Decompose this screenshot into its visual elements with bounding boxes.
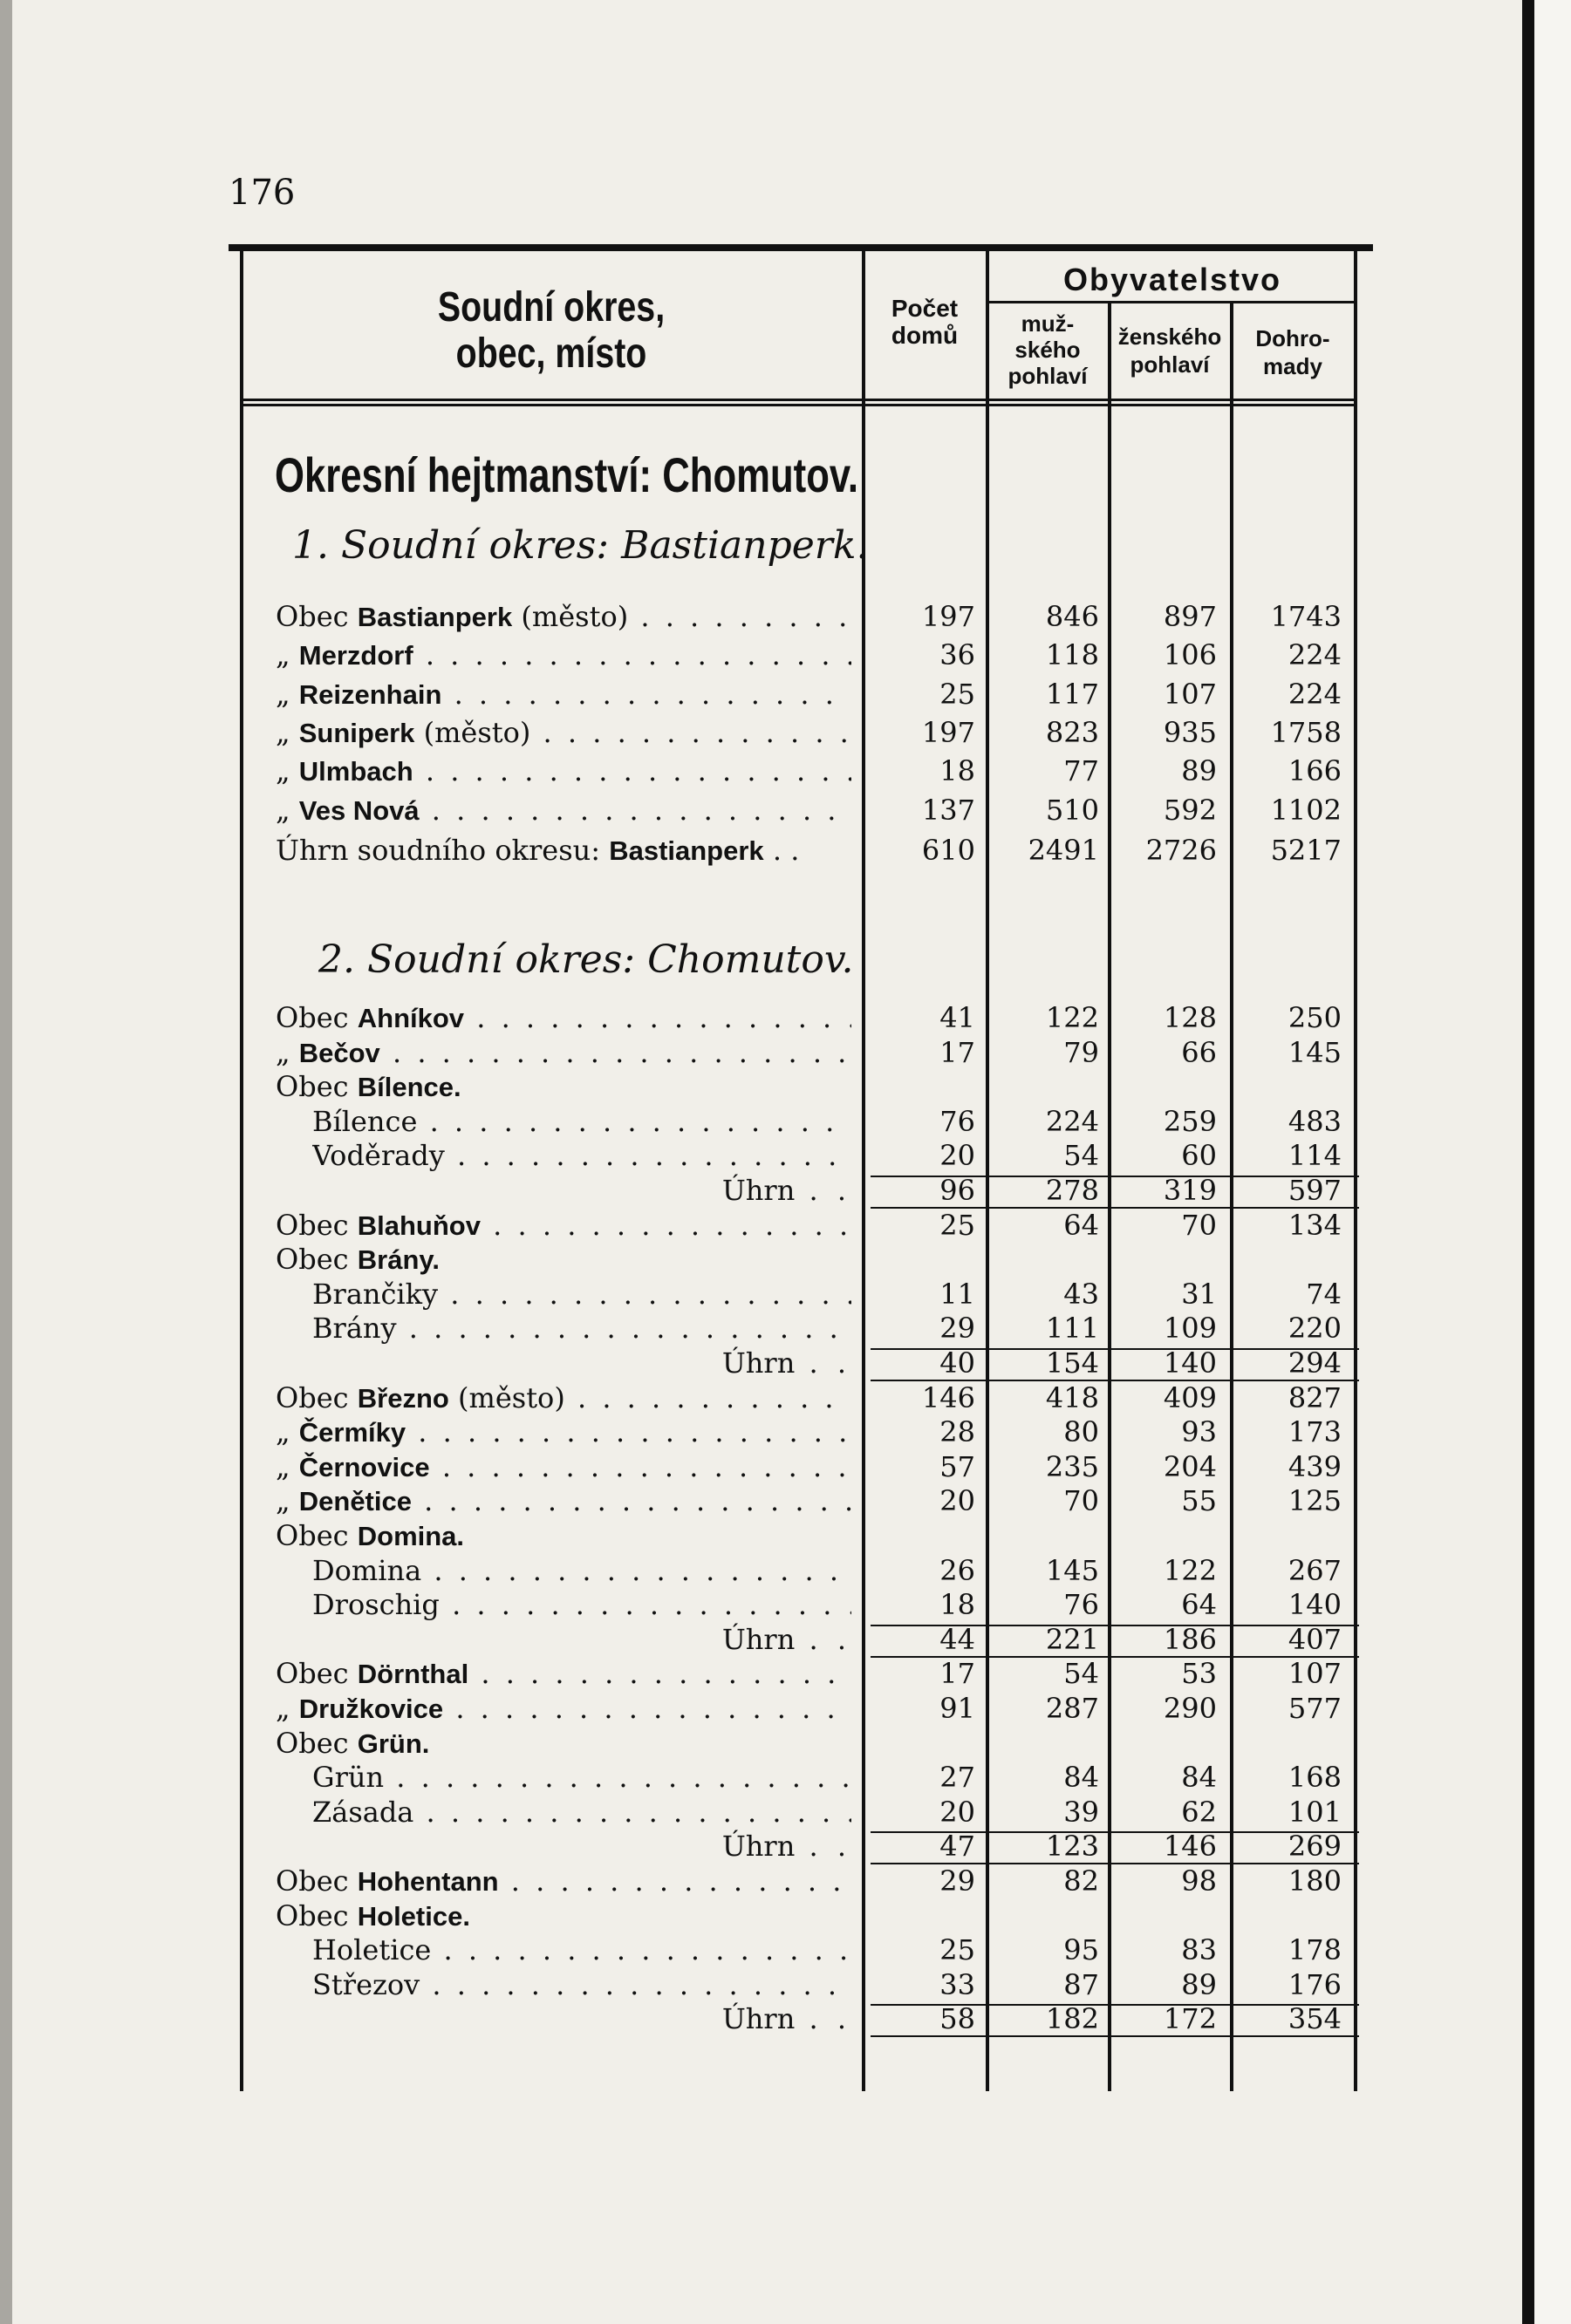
place-name: Merzdorf bbox=[298, 640, 413, 671]
header-total: Dohro- mady bbox=[1255, 325, 1330, 379]
cell-female: 128 bbox=[1163, 1001, 1217, 1034]
cell-houses: 26 bbox=[939, 1553, 975, 1587]
row-label: Droschig . . . bbox=[312, 1588, 851, 1621]
cell-houses: 36 bbox=[939, 638, 975, 672]
cell-male: 43 bbox=[1063, 1277, 1099, 1311]
row-label: „ Čermíky . . . bbox=[276, 1415, 851, 1449]
cell-male: 64 bbox=[1063, 1208, 1099, 1242]
table-top-rule bbox=[229, 244, 1373, 251]
cell-female: 2726 bbox=[1145, 834, 1217, 867]
cell-total: 176 bbox=[1288, 1967, 1342, 2001]
cell-total: 166 bbox=[1288, 754, 1342, 788]
cell-total: 224 bbox=[1288, 638, 1342, 672]
cell-male: 54 bbox=[1063, 1657, 1099, 1691]
table-row bbox=[0, 1070, 1571, 1103]
table-row bbox=[0, 794, 1571, 827]
cell-male: 117 bbox=[1045, 677, 1099, 711]
cell-male: 154 bbox=[1045, 1346, 1099, 1380]
cell-houses: 17 bbox=[939, 1035, 975, 1069]
row-label: „ Černovice . . . bbox=[276, 1450, 851, 1484]
table-row bbox=[0, 1346, 1571, 1380]
cell-female: 319 bbox=[1163, 1174, 1217, 1207]
table-row bbox=[0, 1001, 1571, 1034]
row-label: Obec Brány. bbox=[276, 1243, 440, 1277]
row-label: Obec Grün. bbox=[276, 1726, 430, 1760]
cell-total: 134 bbox=[1288, 1208, 1342, 1242]
row-label: Obec Bastianperk (město) . . . bbox=[276, 600, 851, 634]
cell-houses: 44 bbox=[939, 1622, 975, 1656]
cell-total: 114 bbox=[1288, 1139, 1342, 1173]
cell-female: 84 bbox=[1181, 1761, 1217, 1795]
cell-male: 418 bbox=[1045, 1380, 1099, 1414]
cell-female: 409 bbox=[1163, 1380, 1217, 1414]
row-label: „ Denětice . . . bbox=[276, 1484, 851, 1518]
cell-female: 98 bbox=[1181, 1864, 1217, 1898]
cell-male: 80 bbox=[1063, 1415, 1099, 1449]
cell-houses: 76 bbox=[939, 1104, 975, 1138]
cell-houses: 20 bbox=[939, 1139, 975, 1173]
row-label: Obec Hohentann . . . bbox=[276, 1864, 851, 1898]
place-name: Ahníkov bbox=[357, 1003, 465, 1033]
cell-total: 1102 bbox=[1270, 793, 1342, 827]
table-row bbox=[0, 1312, 1571, 1345]
cell-houses: 137 bbox=[921, 793, 975, 827]
cell-total: 224 bbox=[1288, 677, 1342, 711]
district-title: Okresní hejtmanství: Chomutov. bbox=[275, 447, 859, 502]
cell-houses: 58 bbox=[939, 2002, 975, 2036]
cell-total: 407 bbox=[1288, 1622, 1342, 1656]
cell-houses: 41 bbox=[939, 1001, 975, 1034]
row-label: Grün . . . bbox=[312, 1761, 851, 1794]
cell-houses: 29 bbox=[939, 1864, 975, 1898]
row-label: Domina . . . bbox=[312, 1554, 851, 1587]
cell-male: 76 bbox=[1063, 1588, 1099, 1622]
cell-houses: 146 bbox=[921, 1380, 975, 1414]
cell-female: 592 bbox=[1163, 793, 1217, 827]
cell-male: 82 bbox=[1063, 1864, 1099, 1898]
cell-female: 290 bbox=[1163, 1692, 1217, 1725]
cell-male: 70 bbox=[1063, 1484, 1099, 1518]
cell-total: 74 bbox=[1306, 1277, 1342, 1311]
section-title-chomutov: 2. Soudní okres: Chomutov. bbox=[318, 937, 854, 982]
row-label: Brančiky . . . bbox=[312, 1278, 851, 1311]
cell-houses: 47 bbox=[939, 1830, 975, 1864]
cell-total: 173 bbox=[1288, 1415, 1342, 1449]
cell-female: 204 bbox=[1163, 1449, 1217, 1483]
cell-houses: 33 bbox=[939, 1967, 975, 2001]
row-label: Holetice . . . bbox=[312, 1933, 851, 1966]
row-label: Úhrn . . bbox=[721, 1174, 851, 1207]
table-row bbox=[0, 1727, 1571, 1760]
row-label: „ Merzdorf . . . bbox=[276, 638, 851, 672]
cell-male: 235 bbox=[1045, 1449, 1099, 1483]
place-name: Březno bbox=[357, 1382, 449, 1414]
table-row bbox=[0, 1484, 1571, 1517]
table-row bbox=[0, 716, 1571, 749]
cell-female: 66 bbox=[1181, 1035, 1217, 1069]
place-name: Bílence. bbox=[357, 1072, 461, 1103]
header-female: ženského pohlaví bbox=[1117, 324, 1222, 378]
row-label: Zásada . . . bbox=[312, 1796, 851, 1829]
cell-male: 287 bbox=[1045, 1692, 1099, 1725]
section-title-bastianperk: 1. Soudní okres: Bastianperk. bbox=[292, 523, 869, 568]
cell-total: 220 bbox=[1288, 1312, 1342, 1346]
table-row bbox=[0, 754, 1571, 787]
cell-female: 64 bbox=[1181, 1588, 1217, 1622]
cell-total: 125 bbox=[1288, 1484, 1342, 1518]
table-row bbox=[0, 1381, 1571, 1414]
row-label: Bílence . . . bbox=[312, 1105, 851, 1138]
cell-houses: 96 bbox=[939, 1174, 975, 1207]
cell-female: 122 bbox=[1163, 1553, 1217, 1587]
cell-female: 186 bbox=[1163, 1622, 1217, 1656]
header-bottom-rule bbox=[242, 399, 1356, 401]
cell-female: 93 bbox=[1181, 1415, 1217, 1449]
table-row bbox=[0, 1174, 1571, 1207]
table-row bbox=[0, 1761, 1571, 1794]
cell-female: 107 bbox=[1163, 677, 1217, 711]
cell-female: 172 bbox=[1163, 2002, 1217, 2036]
place-name: Čermíky bbox=[298, 1417, 406, 1448]
table-row bbox=[0, 1588, 1571, 1621]
table-row bbox=[0, 1450, 1571, 1483]
table-row bbox=[0, 1864, 1571, 1898]
cell-total: 267 bbox=[1288, 1553, 1342, 1587]
row-label: Úhrn soudního okresu: Bastianperk . . bbox=[276, 834, 800, 867]
table-row bbox=[0, 1796, 1571, 1829]
row-label: Střezov . . . bbox=[312, 1968, 851, 2001]
table-row bbox=[0, 2002, 1571, 2035]
cell-total: 101 bbox=[1288, 1795, 1342, 1829]
cell-female: 140 bbox=[1163, 1346, 1217, 1380]
cell-male: 118 bbox=[1045, 638, 1099, 672]
cell-total: 145 bbox=[1288, 1035, 1342, 1069]
leader-dots: . . bbox=[795, 1346, 851, 1380]
row-label: „ Reizenhain . . . bbox=[276, 678, 851, 712]
cell-total: 180 bbox=[1288, 1864, 1342, 1898]
cell-male: 278 bbox=[1045, 1174, 1099, 1207]
cell-houses: 17 bbox=[939, 1657, 975, 1691]
cell-total: 354 bbox=[1288, 2002, 1342, 2036]
leader-dots: . . bbox=[795, 1174, 851, 1207]
cell-total: 439 bbox=[1288, 1449, 1342, 1483]
row-label: „ Ves Nová . . . bbox=[276, 794, 851, 828]
subtotal-rule bbox=[871, 2035, 1359, 2037]
row-label: Úhrn . . bbox=[721, 2002, 851, 2036]
summary-row bbox=[0, 834, 1571, 867]
cell-male: 145 bbox=[1045, 1553, 1099, 1587]
table-row bbox=[0, 1278, 1571, 1311]
header-houses: Počet domů bbox=[891, 295, 959, 349]
cell-total: 107 bbox=[1288, 1657, 1342, 1691]
place-name: Brány. bbox=[357, 1244, 440, 1276]
place-name: Dörnthal bbox=[357, 1659, 469, 1690]
cell-male: 221 bbox=[1045, 1622, 1099, 1656]
table-row bbox=[0, 1139, 1571, 1172]
cell-female: 146 bbox=[1163, 1830, 1217, 1864]
cell-total: 1758 bbox=[1270, 715, 1342, 749]
place-name: Denětice bbox=[298, 1486, 412, 1517]
cell-total: 483 bbox=[1288, 1104, 1342, 1138]
cell-male: 182 bbox=[1045, 2002, 1099, 2036]
cell-total: 5217 bbox=[1270, 834, 1342, 867]
cell-female: 60 bbox=[1181, 1139, 1217, 1173]
header-male: muž- ského pohlaví bbox=[1007, 310, 1088, 389]
table-row bbox=[0, 638, 1571, 671]
table-row bbox=[0, 1899, 1571, 1932]
cell-female: 109 bbox=[1163, 1312, 1217, 1346]
table-row bbox=[0, 1554, 1571, 1587]
place-name: Ves Nová bbox=[298, 794, 420, 826]
cell-houses: 18 bbox=[939, 754, 975, 788]
cell-male: 84 bbox=[1063, 1761, 1099, 1795]
cell-female: 259 bbox=[1163, 1104, 1217, 1138]
row-label: Obec Březno (město) . . . bbox=[276, 1381, 851, 1415]
page-number: 176 bbox=[229, 173, 296, 213]
place-name: Suniperk bbox=[298, 717, 415, 748]
leader-dots: . . bbox=[763, 834, 800, 867]
cell-male: 510 bbox=[1045, 793, 1099, 827]
cell-male: 87 bbox=[1063, 1967, 1099, 2001]
cell-total: 168 bbox=[1288, 1761, 1342, 1795]
cell-female: 83 bbox=[1181, 1933, 1217, 1967]
row-label: Obec Ahníkov . . . bbox=[276, 1001, 851, 1035]
row-label: „ Suniperk (město) . . . bbox=[276, 716, 851, 750]
cell-female: 89 bbox=[1181, 754, 1217, 788]
table-row bbox=[0, 1968, 1571, 2001]
cell-male: 846 bbox=[1045, 600, 1099, 633]
cell-total: 140 bbox=[1288, 1588, 1342, 1622]
cell-houses: 610 bbox=[921, 834, 975, 867]
table-row bbox=[0, 678, 1571, 711]
leader-dots: . . bbox=[795, 1622, 851, 1656]
cell-female: 106 bbox=[1163, 638, 1217, 672]
cell-houses: 40 bbox=[939, 1346, 975, 1380]
cell-houses: 27 bbox=[939, 1761, 975, 1795]
cell-male: 95 bbox=[1063, 1933, 1099, 1967]
place-name: Ulmbach bbox=[298, 756, 413, 787]
cell-female: 935 bbox=[1163, 715, 1217, 749]
place-name: Černovice bbox=[298, 1451, 430, 1482]
summary-district-name: Bastianperk bbox=[609, 835, 764, 866]
row-label: Obec Blahuňov . . . bbox=[276, 1209, 851, 1243]
row-label: „ Bečov . . . bbox=[276, 1036, 851, 1070]
place-name: Bastianperk bbox=[357, 602, 513, 632]
cell-total: 577 bbox=[1288, 1692, 1342, 1725]
row-label: Úhrn . . bbox=[721, 1622, 851, 1656]
cell-male: 2491 bbox=[1028, 834, 1099, 867]
cell-male: 111 bbox=[1045, 1312, 1099, 1346]
cell-total: 294 bbox=[1288, 1346, 1342, 1380]
cell-houses: 11 bbox=[939, 1277, 975, 1311]
cell-male: 122 bbox=[1045, 1001, 1099, 1034]
table-row bbox=[0, 1623, 1571, 1656]
cell-male: 54 bbox=[1063, 1139, 1099, 1173]
table-row bbox=[0, 1830, 1571, 1863]
cell-houses: 57 bbox=[939, 1449, 975, 1483]
place-name: Bečov bbox=[298, 1037, 380, 1068]
header-name-line1: Soudní okres, bbox=[437, 284, 666, 331]
row-label: Úhrn . . bbox=[721, 1830, 851, 1864]
cell-houses: 197 bbox=[921, 715, 975, 749]
cell-male: 224 bbox=[1045, 1104, 1099, 1138]
cell-female: 70 bbox=[1181, 1208, 1217, 1242]
table-row bbox=[0, 1036, 1571, 1069]
cell-male: 77 bbox=[1063, 754, 1099, 788]
row-label: Brány . . . bbox=[312, 1312, 851, 1345]
table-row bbox=[0, 1415, 1571, 1448]
table-row bbox=[0, 1105, 1571, 1138]
cell-female: 89 bbox=[1181, 1967, 1217, 2001]
leader-dots: . . bbox=[795, 1830, 851, 1864]
table-row bbox=[0, 1243, 1571, 1276]
table-row bbox=[0, 1933, 1571, 1966]
cell-male: 39 bbox=[1063, 1795, 1099, 1829]
cell-houses: 20 bbox=[939, 1795, 975, 1829]
table-row bbox=[0, 1657, 1571, 1690]
cell-houses: 25 bbox=[939, 1208, 975, 1242]
cell-total: 250 bbox=[1288, 1001, 1342, 1034]
table-row bbox=[0, 1209, 1571, 1242]
cell-houses: 20 bbox=[939, 1484, 975, 1518]
cell-female: 897 bbox=[1163, 600, 1217, 633]
cell-total: 1743 bbox=[1270, 600, 1342, 633]
row-label: Obec Domina. bbox=[276, 1519, 465, 1552]
cell-male: 123 bbox=[1045, 1830, 1099, 1864]
row-label: „ Družkovice . . . bbox=[276, 1692, 851, 1726]
cell-houses: 18 bbox=[939, 1588, 975, 1622]
cell-houses: 197 bbox=[921, 600, 975, 633]
cell-female: 53 bbox=[1181, 1657, 1217, 1691]
cell-houses: 25 bbox=[939, 1933, 975, 1967]
row-label: Obec Dörnthal . . . bbox=[276, 1657, 851, 1691]
cell-female: 31 bbox=[1181, 1277, 1217, 1311]
cell-male: 79 bbox=[1063, 1035, 1099, 1069]
place-name: Grün. bbox=[357, 1728, 430, 1759]
place-name: Hohentann bbox=[357, 1866, 499, 1897]
row-label: Obec Bílence. bbox=[276, 1070, 461, 1104]
place-name: Domina. bbox=[357, 1521, 465, 1551]
place-name: Holetice. bbox=[357, 1900, 470, 1932]
cell-houses: 28 bbox=[939, 1415, 975, 1449]
population-header-rule bbox=[987, 301, 1356, 303]
cell-houses: 91 bbox=[939, 1692, 975, 1725]
cell-female: 55 bbox=[1181, 1484, 1217, 1518]
header-population: Obyvatelstvo bbox=[1062, 262, 1282, 297]
header-name-line2: obec, místo bbox=[455, 331, 647, 377]
cell-total: 178 bbox=[1288, 1933, 1342, 1967]
leader-dots: . . bbox=[795, 2002, 851, 2036]
cell-total: 827 bbox=[1288, 1380, 1342, 1414]
cell-female: 62 bbox=[1181, 1795, 1217, 1829]
header-bottom-rule bbox=[242, 404, 1356, 406]
place-name: Reizenhain bbox=[298, 678, 442, 710]
cell-total: 269 bbox=[1288, 1830, 1342, 1864]
row-label: Obec Holetice. bbox=[276, 1898, 470, 1932]
place-name: Družkovice bbox=[298, 1694, 444, 1724]
cell-total: 597 bbox=[1288, 1174, 1342, 1207]
row-label: „ Ulmbach . . . bbox=[276, 754, 851, 788]
place-name: Blahuňov bbox=[357, 1210, 481, 1241]
table-row bbox=[0, 600, 1571, 633]
row-label: Úhrn . . bbox=[721, 1346, 851, 1380]
cell-houses: 25 bbox=[939, 677, 975, 711]
table-row bbox=[0, 1519, 1571, 1552]
row-label: Voděrady . . . bbox=[312, 1139, 851, 1172]
cell-houses: 29 bbox=[939, 1312, 975, 1346]
table-row bbox=[0, 1692, 1571, 1725]
cell-male: 823 bbox=[1045, 715, 1099, 749]
